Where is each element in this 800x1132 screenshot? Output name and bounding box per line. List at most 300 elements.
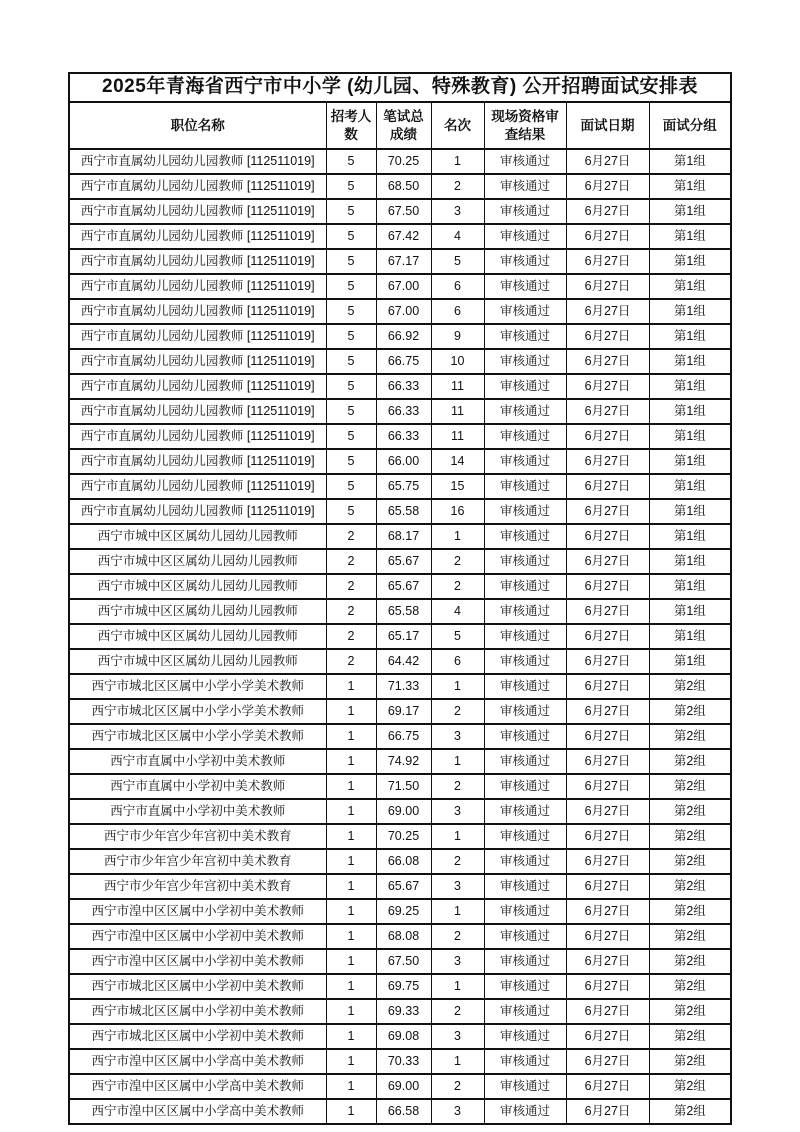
cell-interview-group: 第2组	[649, 674, 731, 699]
cell-recruit-count: 5	[326, 449, 376, 474]
table-row	[69, 624, 731, 649]
cell-recruit-count: 5	[326, 399, 376, 424]
cell-written-score: 70.25	[376, 824, 431, 849]
cell-interview-date: 6月27日	[566, 349, 649, 374]
cell-recruit-count: 5	[326, 374, 376, 399]
cell-qualification-review: 审核通过	[484, 824, 566, 849]
cell-interview-group: 第2组	[649, 824, 731, 849]
cell-position: 西宁市直属幼儿园幼儿园教师 [112511019]	[69, 449, 326, 474]
cell-recruit-count: 1	[326, 899, 376, 924]
cell-recruit-count: 1	[326, 1024, 376, 1049]
cell-position: 西宁市湟中区区属中小学初中美术教师	[69, 949, 326, 974]
cell-written-score: 69.33	[376, 999, 431, 1024]
cell-position: 西宁市城中区区属幼儿园幼儿园教师	[69, 599, 326, 624]
column-header-qualification-review: 现场资格审查结果	[484, 102, 566, 149]
table-row	[69, 749, 731, 774]
interview-schedule-table	[68, 72, 732, 1125]
table-row	[69, 574, 731, 599]
cell-written-score: 68.50	[376, 174, 431, 199]
cell-qualification-review: 审核通过	[484, 399, 566, 424]
cell-interview-group: 第2组	[649, 799, 731, 824]
cell-interview-group: 第1组	[649, 524, 731, 549]
cell-qualification-review: 审核通过	[484, 349, 566, 374]
cell-position: 西宁市城中区区属幼儿园幼儿园教师	[69, 624, 326, 649]
cell-position: 西宁市直属幼儿园幼儿园教师 [112511019]	[69, 199, 326, 224]
cell-recruit-count: 2	[326, 524, 376, 549]
cell-rank: 6	[431, 299, 484, 324]
table-row	[69, 674, 731, 699]
cell-qualification-review: 审核通过	[484, 599, 566, 624]
cell-written-score: 64.42	[376, 649, 431, 674]
table-row	[69, 899, 731, 924]
cell-interview-group: 第2组	[649, 849, 731, 874]
cell-rank: 11	[431, 424, 484, 449]
cell-interview-group: 第2组	[649, 1049, 731, 1074]
cell-rank: 1	[431, 749, 484, 774]
cell-interview-date: 6月27日	[566, 274, 649, 299]
cell-position: 西宁市湟中区区属中小学初中美术教师	[69, 924, 326, 949]
cell-position: 西宁市城北区区属中小学小学美术教师	[69, 674, 326, 699]
table-row	[69, 474, 731, 499]
cell-written-score: 66.08	[376, 849, 431, 874]
cell-qualification-review: 审核通过	[484, 524, 566, 549]
table-row	[69, 999, 731, 1024]
cell-position: 西宁市城中区区属幼儿园幼儿园教师	[69, 524, 326, 549]
cell-written-score: 65.58	[376, 599, 431, 624]
cell-interview-date: 6月27日	[566, 674, 649, 699]
cell-rank: 1	[431, 674, 484, 699]
cell-position: 西宁市城北区区属中小学小学美术教师	[69, 699, 326, 724]
table-row	[69, 799, 731, 824]
table-row	[69, 274, 731, 299]
cell-rank: 10	[431, 349, 484, 374]
cell-interview-date: 6月27日	[566, 974, 649, 999]
cell-written-score: 66.33	[376, 399, 431, 424]
table-row	[69, 174, 731, 199]
table-row	[69, 649, 731, 674]
table-row	[69, 699, 731, 724]
cell-qualification-review: 审核通过	[484, 724, 566, 749]
cell-qualification-review: 审核通过	[484, 174, 566, 199]
cell-interview-group: 第1组	[649, 174, 731, 199]
cell-position: 西宁市直属幼儿园幼儿园教师 [112511019]	[69, 374, 326, 399]
cell-interview-date: 6月27日	[566, 799, 649, 824]
cell-qualification-review: 审核通过	[484, 249, 566, 274]
cell-rank: 2	[431, 999, 484, 1024]
cell-rank: 6	[431, 649, 484, 674]
table-row	[69, 324, 731, 349]
column-header-position: 职位名称	[69, 102, 326, 149]
cell-written-score: 65.75	[376, 474, 431, 499]
cell-recruit-count: 1	[326, 749, 376, 774]
cell-qualification-review: 审核通过	[484, 574, 566, 599]
cell-interview-date: 6月27日	[566, 224, 649, 249]
table-row	[69, 1024, 731, 1049]
cell-interview-date: 6月27日	[566, 449, 649, 474]
cell-interview-group: 第2组	[649, 974, 731, 999]
cell-rank: 4	[431, 224, 484, 249]
cell-rank: 2	[431, 574, 484, 599]
cell-interview-date: 6月27日	[566, 899, 649, 924]
cell-rank: 1	[431, 899, 484, 924]
cell-position: 西宁市直属幼儿园幼儿园教师 [112511019]	[69, 399, 326, 424]
cell-interview-date: 6月27日	[566, 374, 649, 399]
column-header-written-score: 笔试总成绩	[376, 102, 431, 149]
cell-interview-group: 第2组	[649, 1074, 731, 1099]
table-row	[69, 974, 731, 999]
cell-qualification-review: 审核通过	[484, 774, 566, 799]
cell-qualification-review: 审核通过	[484, 424, 566, 449]
cell-interview-date: 6月27日	[566, 774, 649, 799]
cell-interview-date: 6月27日	[566, 324, 649, 349]
cell-qualification-review: 审核通过	[484, 624, 566, 649]
cell-qualification-review: 审核通过	[484, 224, 566, 249]
cell-interview-group: 第2组	[649, 749, 731, 774]
cell-recruit-count: 1	[326, 824, 376, 849]
cell-qualification-review: 审核通过	[484, 949, 566, 974]
cell-interview-date: 6月27日	[566, 849, 649, 874]
cell-interview-date: 6月27日	[566, 499, 649, 524]
cell-written-score: 65.17	[376, 624, 431, 649]
cell-interview-date: 6月27日	[566, 1099, 649, 1124]
cell-rank: 5	[431, 624, 484, 649]
cell-interview-group: 第1组	[649, 474, 731, 499]
cell-written-score: 68.08	[376, 924, 431, 949]
cell-qualification-review: 审核通过	[484, 474, 566, 499]
cell-recruit-count: 5	[326, 499, 376, 524]
cell-position: 西宁市直属幼儿园幼儿园教师 [112511019]	[69, 499, 326, 524]
table-row	[69, 399, 731, 424]
cell-rank: 2	[431, 774, 484, 799]
cell-rank: 14	[431, 449, 484, 474]
cell-position: 西宁市直属幼儿园幼儿园教师 [112511019]	[69, 224, 326, 249]
column-header-recruit-count: 招考人数	[326, 102, 376, 149]
cell-interview-date: 6月27日	[566, 724, 649, 749]
cell-interview-date: 6月27日	[566, 299, 649, 324]
cell-recruit-count: 5	[326, 474, 376, 499]
cell-qualification-review: 审核通过	[484, 549, 566, 574]
cell-rank: 3	[431, 1024, 484, 1049]
cell-position: 西宁市直属幼儿园幼儿园教师 [112511019]	[69, 424, 326, 449]
cell-rank: 3	[431, 199, 484, 224]
cell-written-score: 65.67	[376, 574, 431, 599]
header-row	[69, 102, 731, 149]
table-row	[69, 199, 731, 224]
cell-position: 西宁市直属幼儿园幼儿园教师 [112511019]	[69, 324, 326, 349]
cell-written-score: 67.00	[376, 274, 431, 299]
cell-position: 西宁市直属幼儿园幼儿园教师 [112511019]	[69, 349, 326, 374]
cell-qualification-review: 审核通过	[484, 1049, 566, 1074]
cell-position: 西宁市直属幼儿园幼儿园教师 [112511019]	[69, 274, 326, 299]
cell-position: 西宁市直属幼儿园幼儿园教师 [112511019]	[69, 149, 326, 174]
cell-written-score: 70.25	[376, 149, 431, 174]
cell-interview-group: 第1组	[649, 624, 731, 649]
cell-interview-group: 第1组	[649, 549, 731, 574]
cell-qualification-review: 审核通过	[484, 799, 566, 824]
cell-written-score: 71.50	[376, 774, 431, 799]
cell-interview-group: 第2组	[649, 899, 731, 924]
cell-position: 西宁市城中区区属幼儿园幼儿园教师	[69, 574, 326, 599]
cell-rank: 2	[431, 174, 484, 199]
cell-qualification-review: 审核通过	[484, 324, 566, 349]
cell-written-score: 69.00	[376, 799, 431, 824]
cell-recruit-count: 1	[326, 724, 376, 749]
table-body	[69, 149, 731, 1124]
cell-written-score: 70.33	[376, 1049, 431, 1074]
cell-interview-date: 6月27日	[566, 199, 649, 224]
cell-recruit-count: 5	[326, 424, 376, 449]
cell-position: 西宁市直属中小学初中美术教师	[69, 799, 326, 824]
cell-rank: 11	[431, 374, 484, 399]
cell-interview-date: 6月27日	[566, 249, 649, 274]
cell-interview-group: 第2组	[649, 924, 731, 949]
cell-position: 西宁市少年宫少年宫初中美术教育	[69, 824, 326, 849]
cell-rank: 1	[431, 974, 484, 999]
cell-recruit-count: 1	[326, 874, 376, 899]
cell-qualification-review: 审核通过	[484, 1099, 566, 1124]
table-row	[69, 599, 731, 624]
table-row	[69, 724, 731, 749]
cell-recruit-count: 1	[326, 949, 376, 974]
cell-interview-date: 6月27日	[566, 1074, 649, 1099]
table-row	[69, 924, 731, 949]
table-row	[69, 349, 731, 374]
cell-written-score: 67.42	[376, 224, 431, 249]
cell-interview-date: 6月27日	[566, 574, 649, 599]
cell-interview-group: 第2组	[649, 949, 731, 974]
table-row	[69, 849, 731, 874]
cell-qualification-review: 审核通过	[484, 974, 566, 999]
cell-interview-date: 6月27日	[566, 874, 649, 899]
cell-written-score: 66.58	[376, 1099, 431, 1124]
cell-recruit-count: 5	[326, 249, 376, 274]
table-row	[69, 1049, 731, 1074]
cell-written-score: 66.75	[376, 724, 431, 749]
cell-qualification-review: 审核通过	[484, 449, 566, 474]
cell-interview-date: 6月27日	[566, 949, 649, 974]
cell-qualification-review: 审核通过	[484, 674, 566, 699]
cell-written-score: 66.92	[376, 324, 431, 349]
cell-position: 西宁市直属幼儿园幼儿园教师 [112511019]	[69, 299, 326, 324]
cell-interview-date: 6月27日	[566, 599, 649, 624]
cell-recruit-count: 5	[326, 349, 376, 374]
cell-recruit-count: 2	[326, 574, 376, 599]
cell-written-score: 74.92	[376, 749, 431, 774]
cell-rank: 16	[431, 499, 484, 524]
table-row	[69, 449, 731, 474]
cell-position: 西宁市城北区区属中小学小学美术教师	[69, 724, 326, 749]
cell-qualification-review: 审核通过	[484, 499, 566, 524]
cell-interview-date: 6月27日	[566, 624, 649, 649]
cell-interview-group: 第1组	[649, 599, 731, 624]
cell-position: 西宁市城北区区属中小学初中美术教师	[69, 1024, 326, 1049]
table-row	[69, 1099, 731, 1124]
cell-interview-date: 6月27日	[566, 1024, 649, 1049]
cell-interview-group: 第2组	[649, 999, 731, 1024]
cell-rank: 2	[431, 1074, 484, 1099]
table-row	[69, 524, 731, 549]
cell-interview-group: 第2组	[649, 774, 731, 799]
cell-recruit-count: 1	[326, 1074, 376, 1099]
table-row	[69, 299, 731, 324]
cell-qualification-review: 审核通过	[484, 699, 566, 724]
cell-interview-date: 6月27日	[566, 1049, 649, 1074]
cell-recruit-count: 5	[326, 324, 376, 349]
table-title: 2025年青海省西宁市中小学 (幼儿园、特殊教育) 公开招聘面试安排表	[69, 73, 731, 102]
cell-rank: 3	[431, 799, 484, 824]
cell-rank: 2	[431, 849, 484, 874]
cell-recruit-count: 1	[326, 1099, 376, 1124]
title-row	[69, 73, 731, 102]
cell-interview-group: 第1组	[649, 274, 731, 299]
cell-recruit-count: 5	[326, 299, 376, 324]
cell-interview-date: 6月27日	[566, 749, 649, 774]
column-header-rank: 名次	[431, 102, 484, 149]
cell-interview-group: 第1组	[649, 499, 731, 524]
cell-interview-group: 第1组	[649, 424, 731, 449]
cell-qualification-review: 审核通过	[484, 299, 566, 324]
cell-position: 西宁市少年宫少年宫初中美术教育	[69, 849, 326, 874]
cell-position: 西宁市少年宫少年宫初中美术教育	[69, 874, 326, 899]
cell-interview-date: 6月27日	[566, 699, 649, 724]
cell-qualification-review: 审核通过	[484, 274, 566, 299]
cell-interview-date: 6月27日	[566, 474, 649, 499]
cell-rank: 6	[431, 274, 484, 299]
cell-interview-date: 6月27日	[566, 824, 649, 849]
column-header-interview-date: 面试日期	[566, 102, 649, 149]
cell-position: 西宁市湟中区区属中小学高中美术教师	[69, 1099, 326, 1124]
cell-written-score: 66.00	[376, 449, 431, 474]
cell-written-score: 68.17	[376, 524, 431, 549]
cell-position: 西宁市直属幼儿园幼儿园教师 [112511019]	[69, 174, 326, 199]
cell-interview-date: 6月27日	[566, 549, 649, 574]
cell-written-score: 69.75	[376, 974, 431, 999]
cell-interview-group: 第1组	[649, 324, 731, 349]
table-row	[69, 949, 731, 974]
cell-recruit-count: 2	[326, 549, 376, 574]
cell-interview-group: 第2组	[649, 1024, 731, 1049]
cell-rank: 3	[431, 949, 484, 974]
cell-rank: 1	[431, 824, 484, 849]
cell-recruit-count: 1	[326, 699, 376, 724]
cell-position: 西宁市直属幼儿园幼儿园教师 [112511019]	[69, 249, 326, 274]
table-row	[69, 874, 731, 899]
cell-recruit-count: 1	[326, 799, 376, 824]
table-row	[69, 224, 731, 249]
cell-interview-date: 6月27日	[566, 149, 649, 174]
cell-recruit-count: 5	[326, 174, 376, 199]
cell-qualification-review: 审核通过	[484, 899, 566, 924]
cell-interview-date: 6月27日	[566, 649, 649, 674]
cell-interview-date: 6月27日	[566, 424, 649, 449]
cell-position: 西宁市直属幼儿园幼儿园教师 [112511019]	[69, 474, 326, 499]
cell-position: 西宁市城中区区属幼儿园幼儿园教师	[69, 549, 326, 574]
table-row	[69, 374, 731, 399]
cell-rank: 3	[431, 874, 484, 899]
cell-interview-group: 第1组	[649, 449, 731, 474]
cell-written-score: 65.58	[376, 499, 431, 524]
cell-qualification-review: 审核通过	[484, 749, 566, 774]
cell-interview-date: 6月27日	[566, 174, 649, 199]
cell-rank: 3	[431, 724, 484, 749]
cell-interview-group: 第1组	[649, 199, 731, 224]
cell-rank: 3	[431, 1099, 484, 1124]
cell-recruit-count: 5	[326, 199, 376, 224]
cell-interview-group: 第1组	[649, 574, 731, 599]
table-row	[69, 499, 731, 524]
cell-position: 西宁市湟中区区属中小学初中美术教师	[69, 899, 326, 924]
cell-recruit-count: 5	[326, 274, 376, 299]
cell-written-score: 69.25	[376, 899, 431, 924]
cell-interview-group: 第1组	[649, 149, 731, 174]
cell-rank: 2	[431, 699, 484, 724]
cell-rank: 1	[431, 524, 484, 549]
cell-written-score: 67.50	[376, 199, 431, 224]
cell-interview-group: 第1组	[649, 349, 731, 374]
column-header-interview-group: 面试分组	[649, 102, 731, 149]
cell-written-score: 66.75	[376, 349, 431, 374]
cell-qualification-review: 审核通过	[484, 924, 566, 949]
cell-recruit-count: 1	[326, 849, 376, 874]
cell-written-score: 65.67	[376, 549, 431, 574]
cell-written-score: 71.33	[376, 674, 431, 699]
table-row	[69, 824, 731, 849]
cell-rank: 15	[431, 474, 484, 499]
cell-interview-group: 第2组	[649, 874, 731, 899]
cell-interview-group: 第1组	[649, 299, 731, 324]
cell-position: 西宁市城中区区属幼儿园幼儿园教师	[69, 649, 326, 674]
cell-qualification-review: 审核通过	[484, 149, 566, 174]
cell-recruit-count: 5	[326, 224, 376, 249]
cell-written-score: 65.67	[376, 874, 431, 899]
cell-recruit-count: 2	[326, 599, 376, 624]
cell-rank: 1	[431, 1049, 484, 1074]
cell-position: 西宁市湟中区区属中小学高中美术教师	[69, 1074, 326, 1099]
cell-interview-group: 第1组	[649, 399, 731, 424]
cell-written-score: 69.17	[376, 699, 431, 724]
cell-written-score: 67.00	[376, 299, 431, 324]
cell-interview-group: 第2组	[649, 1099, 731, 1124]
cell-written-score: 67.50	[376, 949, 431, 974]
cell-recruit-count: 2	[326, 649, 376, 674]
cell-qualification-review: 审核通过	[484, 649, 566, 674]
cell-rank: 11	[431, 399, 484, 424]
table-head	[69, 73, 731, 149]
cell-written-score: 69.08	[376, 1024, 431, 1049]
cell-recruit-count: 1	[326, 1049, 376, 1074]
cell-position: 西宁市湟中区区属中小学高中美术教师	[69, 1049, 326, 1074]
cell-position: 西宁市城北区区属中小学初中美术教师	[69, 974, 326, 999]
cell-qualification-review: 审核通过	[484, 1024, 566, 1049]
cell-interview-group: 第1组	[649, 374, 731, 399]
cell-rank: 4	[431, 599, 484, 624]
cell-interview-date: 6月27日	[566, 524, 649, 549]
cell-rank: 2	[431, 549, 484, 574]
cell-recruit-count: 2	[326, 624, 376, 649]
cell-interview-group: 第2组	[649, 724, 731, 749]
table-row	[69, 149, 731, 174]
cell-position: 西宁市直属中小学初中美术教师	[69, 749, 326, 774]
cell-qualification-review: 审核通过	[484, 849, 566, 874]
cell-position: 西宁市城北区区属中小学初中美术教师	[69, 999, 326, 1024]
cell-recruit-count: 1	[326, 999, 376, 1024]
cell-interview-group: 第1组	[649, 224, 731, 249]
cell-rank: 9	[431, 324, 484, 349]
cell-qualification-review: 审核通过	[484, 874, 566, 899]
table-row	[69, 774, 731, 799]
cell-qualification-review: 审核通过	[484, 199, 566, 224]
table-row	[69, 249, 731, 274]
